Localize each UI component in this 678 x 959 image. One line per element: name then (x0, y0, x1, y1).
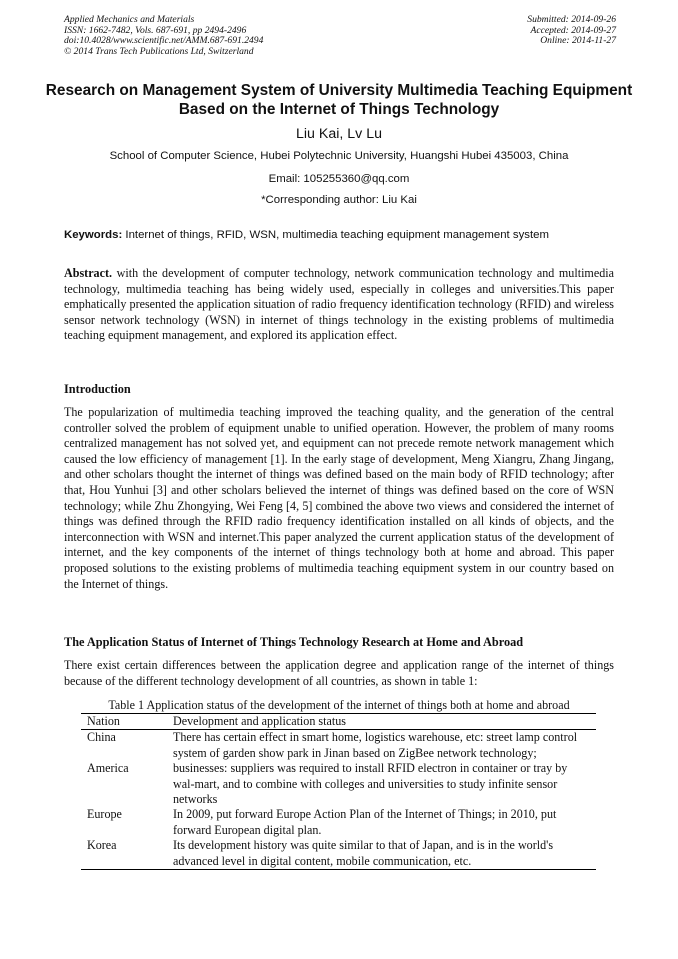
status-cell: businesses: suppliers was required to install RFID electron in container or tray by wal-mart, and to combine with colleges and universities to study infinite sensor networks (173, 761, 568, 807)
header-nation: Nation (87, 714, 120, 728)
copyright-line: © 2014 Trans Tech Publications Ltd, Switzerland (64, 45, 254, 57)
doi-line: doi:10.4028/www.scientific.net/AMM.687-691.2494 (64, 35, 264, 47)
header-status: Development and application status (173, 714, 346, 728)
abstract-label: Abstract. (64, 266, 113, 280)
issn-line: ISSN: 1662-7482, Vols. 687-691, pp 2494-2496 (64, 24, 247, 36)
status-table (81, 713, 596, 870)
submission-dates (527, 15, 616, 47)
abstract-text: with the development of computer technology, network communication technology and multimedia technology, multimedia teaching has being widely used, especially in colleges and universities.This paper emphatically presented the application situation of radio frequency identification technology (RFID) and wireless sensor network technology (WSN) in internet of things technology in the existing problems of multimedia teaching equipment management, and explored its application effect. (64, 266, 614, 343)
email: Email: 105255360@qq.com (268, 173, 410, 185)
table-row (81, 838, 596, 869)
nation-cell: China (87, 730, 116, 745)
keywords (64, 229, 549, 241)
abstract (64, 266, 614, 344)
status-heading: The Application Status of Internet of Things Technology Research at Home and Abroad (64, 635, 524, 649)
nation-cell: Europe (87, 807, 122, 822)
submitted-date: Submitted: 2014-09-26 (527, 14, 616, 25)
authors: Liu Kai, Lv Lu (296, 126, 382, 142)
table-header-row (81, 714, 596, 730)
table-caption: Table 1 Application status of the development of the internet of things both at home and abroad (108, 698, 570, 712)
nation-cell: America (87, 761, 129, 776)
journal-info (64, 15, 263, 57)
keywords-label: Keywords: (64, 229, 123, 241)
online-date: Online: 2014-11-27 (540, 35, 616, 47)
introduction-heading: Introduction (64, 382, 131, 396)
accepted-date: Accepted: 2014-09-27 (530, 24, 616, 36)
status-cell: In 2009, put forward Europe Action Plan of the Internet of Things; in 2010, put forward European digital plan. (173, 807, 557, 837)
nation-cell: Korea (87, 838, 117, 853)
table-row (81, 761, 596, 807)
status-text: There exist certain differences between the application degree and application range of the internet of things because of the different technology development of all countries, as shown in table 1: (64, 658, 614, 688)
table-row (81, 807, 596, 838)
keywords-text: Internet of things, RFID, WSN, multimedia teaching equipment management system (125, 229, 549, 241)
affiliation: School of Computer Science, Hubei Polytechnic University, Huangshi Hubei 435003, China (109, 150, 569, 162)
status-cell: Its development history was quite similar to that of Japan, and is in the world's advanced level in digital content, mobile communication, etc. (173, 838, 554, 868)
journal-name: Applied Mechanics and Materials (64, 14, 195, 25)
status-cell: There has certain effect in smart home, logistics warehouse, etc: street lamp control system of garden show park in Jinan based on ZigBee network technology; (173, 730, 578, 760)
table-row (81, 730, 596, 761)
introduction-text: The popularization of multimedia teaching improved the teaching quality, and the generation of the central controller solved the problem of equipment unable to unified operation. However, the problem of many rooms centralized management has not solved yet, and equipment can not precede remote network management which caused the low efficiency of management [1]. In the early stage of development, Meng Xiangru, Zhang Jingang, and other scholars thought the internet of things was defined based on the main body of RFID technology; after that, Hou Yunhui [3] and other scholars believed the internet of things was defined based on the core of WSN technology; while Zhu Zhongying, Wei Feng [4, 5] combined the above two views and considered the internet of things was defined through the RFID radio frequency identification installed on all kinds of objects, and the interconnection with WSN and internet.This paper analyzed the current application status of the development of internet, and the key components of the internet of things technology both at home and abroad. This paper proposed solutions to the existing problems of multimedia teaching equipment system in our country based on the Internet of things. (64, 405, 614, 591)
paper-title: Research on Management System of University Multimedia Teaching Equipment Based on the Internet of Things Technology (45, 82, 633, 118)
corresponding-author: *Corresponding author: Liu Kai (261, 194, 417, 206)
